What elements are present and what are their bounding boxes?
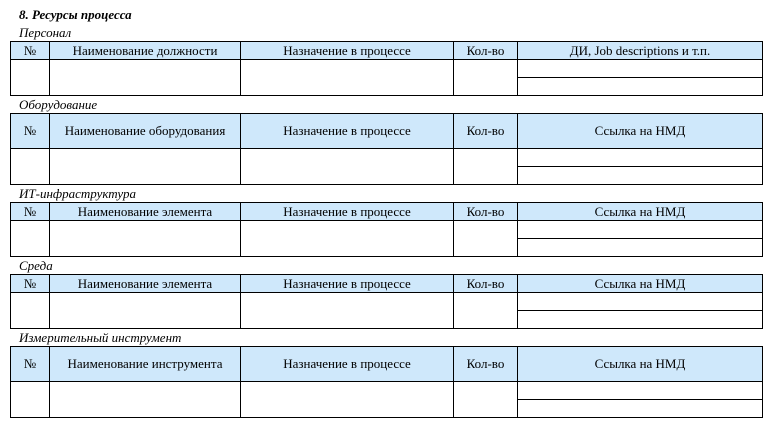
cell-purpose[interactable] <box>241 382 454 418</box>
cell-reference[interactable] <box>518 311 763 329</box>
col-header-number: № <box>11 347 50 382</box>
col-header-reference: Ссылка на НМД <box>518 114 763 149</box>
col-header-purpose: Назначение в процессе <box>241 203 454 221</box>
table-header-row <box>11 114 763 149</box>
cell-reference[interactable] <box>518 149 763 167</box>
table-row <box>11 382 763 400</box>
equipment-table <box>10 113 763 185</box>
section-title-it-infrastructure: ИТ-инфраструктура <box>19 186 136 201</box>
personnel-table <box>10 41 763 96</box>
cell-name[interactable] <box>50 60 241 96</box>
cell-quantity[interactable] <box>454 382 518 418</box>
table-row <box>11 149 763 167</box>
section-title-environment: Среда <box>19 258 53 273</box>
col-header-reference: ДИ, Job descriptions и т.п. <box>518 42 763 60</box>
col-header-name: Наименование элемента <box>50 275 241 293</box>
section-heading: 8. Ресурсы процесса <box>19 7 132 22</box>
table-header-row <box>11 347 763 382</box>
col-header-purpose: Назначение в процессе <box>241 347 454 382</box>
section-title-measuring-instruments: Измерительный инструмент <box>19 330 182 345</box>
cell-quantity[interactable] <box>454 221 518 257</box>
table-header-row <box>11 42 763 60</box>
col-header-reference: Ссылка на НМД <box>518 347 763 382</box>
cell-number[interactable] <box>11 60 50 96</box>
col-header-quantity: Кол-во <box>454 347 518 382</box>
table-row <box>11 60 763 78</box>
col-header-quantity: Кол-во <box>454 42 518 60</box>
col-header-number: № <box>11 114 50 149</box>
cell-quantity[interactable] <box>454 60 518 96</box>
col-header-purpose: Назначение в процессе <box>241 42 454 60</box>
col-header-number: № <box>11 42 50 60</box>
cell-purpose[interactable] <box>241 293 454 329</box>
cell-name[interactable] <box>50 382 241 418</box>
col-header-name: Наименование элемента <box>50 203 241 221</box>
environment-table <box>10 274 763 329</box>
section-title-equipment: Оборудование <box>19 97 98 112</box>
col-header-reference: Ссылка на НМД <box>518 203 763 221</box>
cell-number[interactable] <box>11 382 50 418</box>
cell-purpose[interactable] <box>241 60 454 96</box>
table-row <box>11 221 763 239</box>
cell-reference[interactable] <box>518 400 763 418</box>
cell-number[interactable] <box>11 149 50 185</box>
col-header-reference: Ссылка на НМД <box>518 275 763 293</box>
cell-reference[interactable] <box>518 221 763 239</box>
cell-purpose[interactable] <box>241 221 454 257</box>
cell-name[interactable] <box>50 221 241 257</box>
cell-reference[interactable] <box>518 78 763 96</box>
col-header-quantity: Кол-во <box>454 203 518 221</box>
table-header-row <box>11 203 763 221</box>
col-header-name: Наименование должности <box>50 42 241 60</box>
col-header-name: Наименование оборудования <box>50 114 241 149</box>
cell-reference[interactable] <box>518 167 763 185</box>
cell-reference[interactable] <box>518 293 763 311</box>
cell-number[interactable] <box>11 293 50 329</box>
cell-quantity[interactable] <box>454 149 518 185</box>
col-header-quantity: Кол-во <box>454 275 518 293</box>
cell-quantity[interactable] <box>454 293 518 329</box>
it-infrastructure-table <box>10 202 763 257</box>
col-header-name: Наименование инструмента <box>50 347 241 382</box>
cell-reference[interactable] <box>518 239 763 257</box>
col-header-number: № <box>11 203 50 221</box>
table-header-row <box>11 275 763 293</box>
col-header-quantity: Кол-во <box>454 114 518 149</box>
cell-reference[interactable] <box>518 382 763 400</box>
table-row <box>11 293 763 311</box>
cell-reference[interactable] <box>518 60 763 78</box>
col-header-number: № <box>11 275 50 293</box>
cell-number[interactable] <box>11 221 50 257</box>
cell-purpose[interactable] <box>241 149 454 185</box>
col-header-purpose: Назначение в процессе <box>241 114 454 149</box>
col-header-purpose: Назначение в процессе <box>241 275 454 293</box>
cell-name[interactable] <box>50 293 241 329</box>
cell-name[interactable] <box>50 149 241 185</box>
measuring-instruments-table <box>10 346 763 418</box>
section-title-personnel: Персонал <box>19 25 72 40</box>
